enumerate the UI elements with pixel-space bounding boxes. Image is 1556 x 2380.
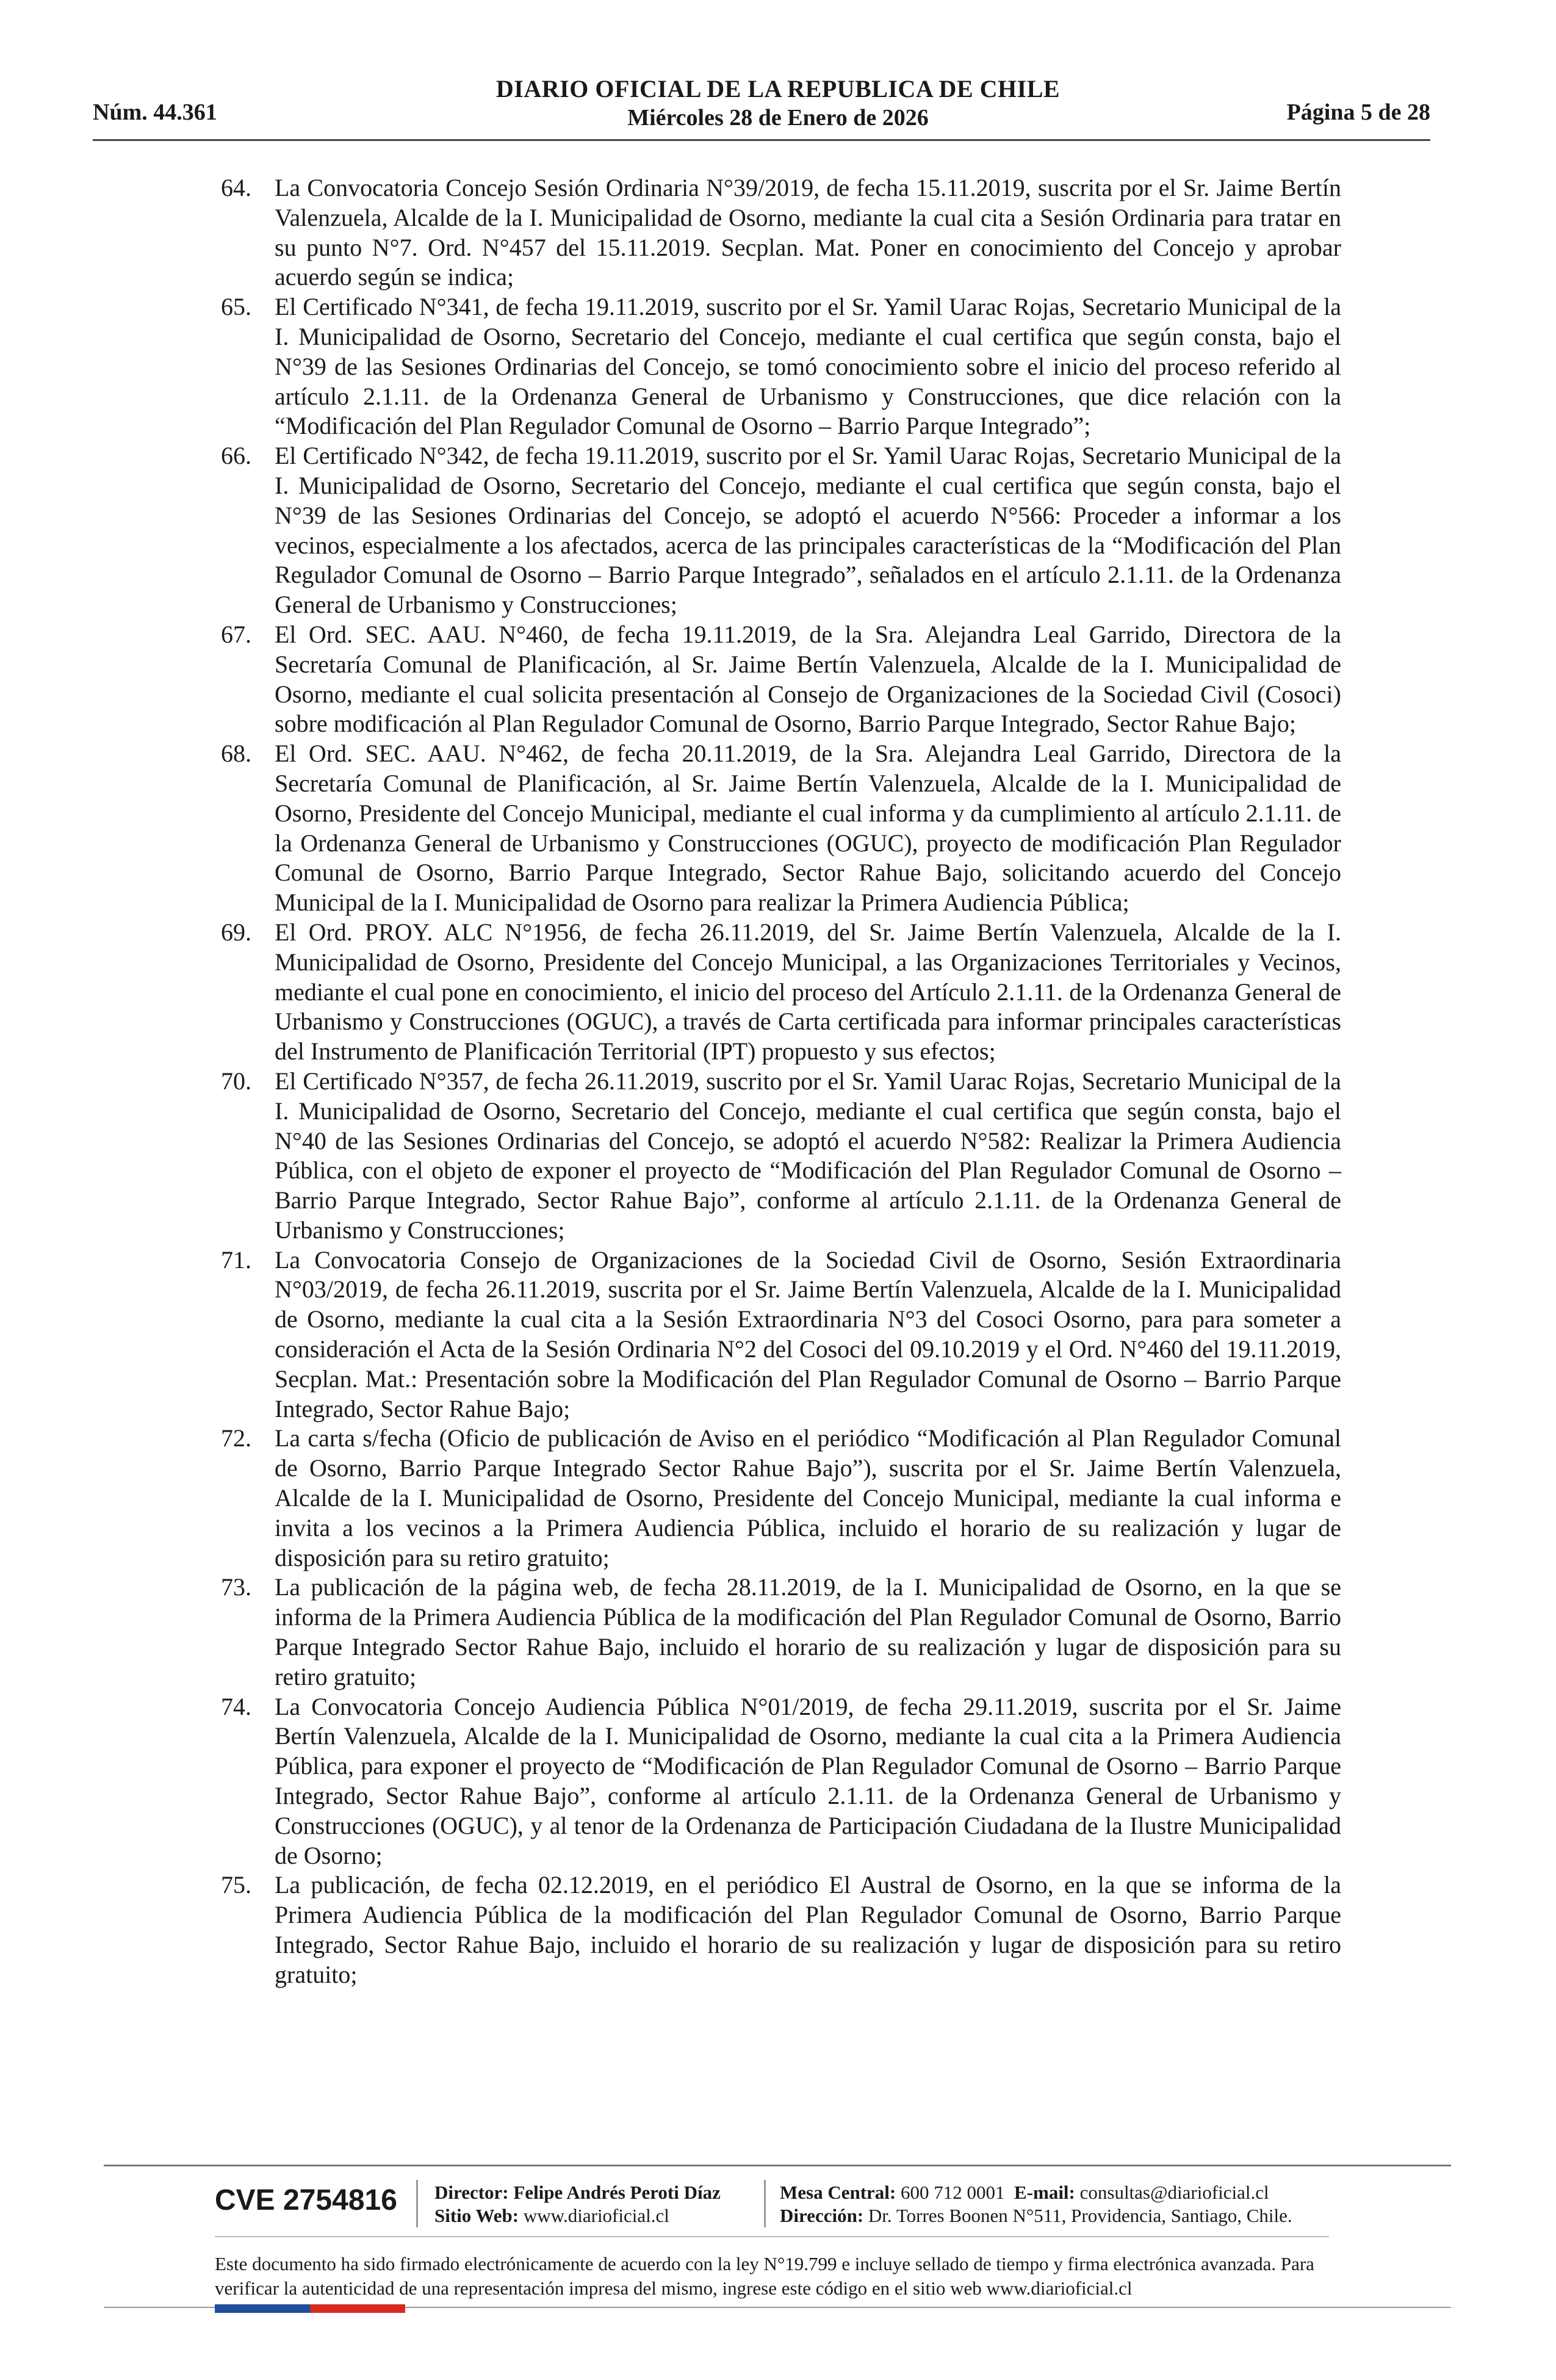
newspaper-title: DIARIO OFICIAL DE LA REPUBLICA DE CHILE [495,75,1061,103]
flag-stripe-red [358,2304,405,2313]
item-number: 64. [221,174,251,201]
item-text: El Ord. PROY. ALC N°1956, de fecha 26.11.2019, del Sr. Jaime Bertín Valenzuela, Alcalde de la I. Municipalidad de Osorno, Presidente del Concejo Municipal, a las Organizaciones Territoriales y Vecinos, mediante el cual pone en conocimiento, el inicio del proceso del Artículo 2.1.11. de la Ordenanza General de Urbanismo y Construcciones (OGUC), a través de Carta certificada para informar principales características del Instrumento de Planificación Territorial (IPT) propuesto y sus efectos; [275,918,1341,1066]
mesa-phone: 600 712 0001 [901,2182,1005,2203]
item-number: 73. [221,1573,251,1601]
item-number: 67. [221,620,251,648]
list-item [0,1692,1556,1871]
flag-stripe [215,2304,405,2313]
footer-divider [104,2165,1451,2166]
item-number: 75. [221,1871,251,1899]
footer-separator [764,2180,766,2227]
list-item [0,1573,1556,1692]
issue-date: Miércoles 28 de Enero de 2026 [627,105,929,131]
list-item [0,1870,1556,1989]
list-item [0,739,1556,918]
list-item [0,1246,1556,1424]
item-number: 65. [221,293,251,321]
address-value: Dr. Torres Boonen N°511, Providencia, Santiago, Chile. [868,2205,1292,2226]
item-text: El Certificado N°342, de fecha 19.11.2019, suscrito por el Sr. Yamil Uarac Rojas, Secretario Municipal de la I. Municipalidad de Osorno, Secretario del Concejo, mediante el cual certifica que según consta, bajo el N°39 de las Sesiones Ordinarias del Concejo, se adoptó el acuerdo N°566: Proceder a informar a los vecinos, especialmente a los afectados, acerca de las principales características de la “Modificación del Plan Regulador Comunal de Osorno – Barrio Parque Integrado”, señalados en el artículo 2.1.11. de la Ordenanza General de Urbanismo y Construcciones; [275,442,1341,619]
list-item [0,292,1556,441]
email-link[interactable]: consultas@diarioficial.cl [1079,2182,1269,2203]
web-link[interactable]: www.diarioficial.cl [523,2205,669,2226]
item-number: 74. [221,1692,251,1720]
item-number: 72. [221,1424,251,1452]
page-indicator: Página 5 de 28 [1286,99,1430,125]
item-text: La Convocatoria Concejo Audiencia Pública N°01/2019, de fecha 29.11.2019, suscrita por el Sr. Jaime Bertín Valenzuela, Alcalde de la I. Municipalidad de Osorno, mediante la cual cita a la Primera Audiencia Pública, para exponer el proyecto de “Modificación de Plan Regulador Comunal de Osorno – Barrio Parque Integrado, Sector Rahue Bajo”, conforme al artículo 2.1.11. de la Ordenanza General de Urbanismo y Construcciones (OGUC), y al tenor de la Ordenanza de Participación Ciudadana de la Ilustre Municipalidad de Osorno; [275,1692,1341,1869]
item-number: 71. [221,1246,251,1274]
web-label: Sitio Web: [434,2205,519,2226]
item-number: 70. [221,1067,251,1095]
list-item [0,918,1556,1067]
item-text: La publicación, de fecha 02.12.2019, en el periódico El Austral de Osorno, en la que se informa de la Primera Audiencia Pública de la modificación del Plan Regulador Comunal de Osorno, Barrio Parque Integrado, Sector Rahue Bajo, incluido el horario de su realización y lugar de disposición para su retiro gratuito; [275,1871,1341,1988]
email-label: E-mail: [1014,2182,1075,2203]
director-name: Felipe Andrés Peroti Díaz [513,2182,721,2203]
list-item [0,1067,1556,1246]
item-number: 69. [221,918,251,946]
item-text: La Convocatoria Concejo Sesión Ordinaria N°39/2019, de fecha 15.11.2019, suscrita por el Sr. Jaime Bertín Valenzuela, Alcalde de la I. Municipalidad de Osorno, mediante la cual cita a Sesión Ordinaria para tratar en su punto N°7. Ord. N°457 del 15.11.2019. Secplan. Mat. Poner en conocimiento del Concejo y aprobar acuerdo según se indica; [275,174,1341,291]
item-text: La Convocatoria Consejo de Organizaciones de la Sociedad Civil de Osorno, Sesión Extraordinaria N°03/2019, de fecha 26.11.2019, suscrita por el Sr. Jaime Bertín Valenzuela, Alcalde de la I. Municipalidad de Osorno, mediante la cual cita a la Sesión Extraordinaria N°3 del Cosoci Osorno, para para someter a consideración el Acta de la Sesión Ordinaria N°2 del Cosoci del 09.10.2019 y el Ord. N°460 del 19.11.2019, Secplan. Mat.: Presentación sobre la Modificación del Plan Regulador Comunal de Osorno – Barrio Parque Integrado, Sector Rahue Bajo; [275,1246,1341,1423]
list-item [0,620,1556,739]
contact-block [780,2181,1292,2227]
item-text: La carta s/fecha (Oficio de publicación de Aviso en el periódico “Modificación al Plan Regulador Comunal de Osorno, Barrio Parque Integrado Sector Rahue Bajo”), suscrita por el Sr. Jaime Bertín Valenzuela, Alcalde de la I. Municipalidad de Osorno, Presidente del Concejo Municipal, mediante la cual informa e invita a los vecinos a la Primera Audiencia Pública, incluido el horario de su realización y lugar de disposición para su retiro gratuito; [275,1424,1341,1571]
item-text: El Certificado N°357, de fecha 26.11.2019, suscrito por el Sr. Yamil Uarac Rojas, Secretario Municipal de la I. Municipalidad de Osorno, Secretario del Concejo, mediante el cual certifica que según consta, bajo el N°40 de las Sesiones Ordinarias del Concejo, se adoptó el acuerdo N°582: Realizar la Primera Audiencia Pública, con el objeto de exponer el proyecto de “Modificación del Plan Regulador Comunal de Osorno – Barrio Parque Integrado, Sector Rahue Bajo”, conforme al artículo 2.1.11. de la Ordenanza General de Urbanismo y Construcciones; [275,1067,1341,1244]
item-text: El Ord. SEC. AAU. N°462, de fecha 20.11.2019, de la Sra. Alejandra Leal Garrido, Directora de la Secretaría Comunal de Planificación, al Sr. Jaime Bertín Valenzuela, Alcalde de la I. Municipalidad de Osorno, Presidente del Concejo Municipal, mediante el cual informa y da cumplimiento al artículo 2.1.11. de la Ordenanza General de Urbanismo y Construcciones (OGUC), proyecto de modificación Plan Regulador Comunal de Osorno, Barrio Parque Integrado, Sector Rahue Bajo, solicitando acuerdo del Concejo Municipal de la I. Municipalidad de Osorno para realizar la Primera Audiencia Pública; [275,740,1341,917]
mesa-label: Mesa Central: [780,2182,896,2203]
footer-divider-secondary [215,2236,1329,2237]
director-block [434,2181,721,2227]
item-number: 66. [221,442,251,470]
legal-notice: Este documento ha sido firmado electrónicamente de acuerdo con la ley N°19.799 e incluye sellado de tiempo y firma electrónica avanzada. Para verificar la autenticidad de una representación impresa del mismo, ingrese este código en el sitio web www.diarioficial.cl [215,2253,1314,2299]
flag-stripe-blue [262,2304,310,2313]
list-item [0,1424,1556,1573]
item-number: 68. [221,740,251,768]
director-label: Director: [434,2182,509,2203]
footer-separator [416,2180,418,2227]
list-item [0,441,1556,620]
header-divider [93,139,1430,141]
flag-stripe-red [310,2304,358,2313]
address-label: Dirección: [780,2205,864,2226]
flag-stripe-blue [215,2304,262,2313]
numbered-list [0,173,1556,1990]
issue-number: Núm. 44.361 [93,99,217,125]
cve-code: CVE 2754816 [215,2184,397,2216]
item-text: El Certificado N°341, de fecha 19.11.2019, suscrito por el Sr. Yamil Uarac Rojas, Secretario Municipal de la I. Municipalidad de Osorno, Secretario del Concejo, mediante el cual certifica que según consta, bajo el N°39 de las Sesiones Ordinarias del Concejo, se tomó conocimiento sobre el inicio del proceso referido al artículo 2.1.11. de la Ordenanza General de Urbanismo y Construcciones, que dice relación con la “Modificación del Plan Regulador Comunal de Osorno – Barrio Parque Integrado”; [275,293,1341,440]
list-item [0,173,1556,292]
item-text: El Ord. SEC. AAU. N°460, de fecha 19.11.2019, de la Sra. Alejandra Leal Garrido, Directora de la Secretaría Comunal de Planificación, al Sr. Jaime Bertín Valenzuela, Alcalde de la I. Municipalidad de Osorno, mediante el cual solicita presentación al Consejo de Organizaciones de la Sociedad Civil (Cosoci) sobre modificación al Plan Regulador Comunal de Osorno, Barrio Parque Integrado, Sector Rahue Bajo; [275,620,1341,738]
item-text: La publicación de la página web, de fecha 28.11.2019, de la I. Municipalidad de Osorno, en la que se informa de la Primera Audiencia Pública de la modificación del Plan Regulador Comunal de Osorno, Barrio Parque Integrado Sector Rahue Bajo, incluido el horario de su realización y lugar de disposición para su retiro gratuito; [275,1573,1341,1690]
